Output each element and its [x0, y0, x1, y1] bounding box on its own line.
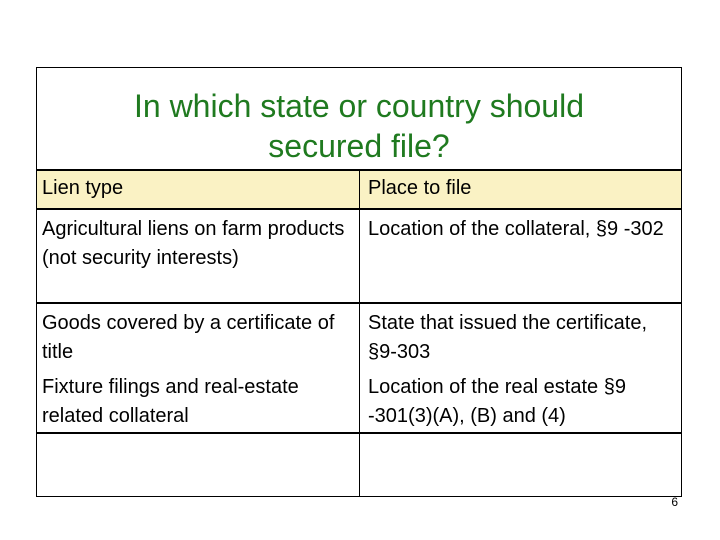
column-header-place-to-file: Place to file — [368, 177, 472, 199]
table-cell-place-to-file: Location of the collateral, §9 -302 — [368, 218, 664, 240]
table-cell-place-to-file: Location of the real estate §9 -301(3)(A), (B) and (4) — [368, 376, 626, 427]
slide-title-line-2: secured file? — [268, 128, 450, 164]
column-header-lien-type: Lien type — [42, 177, 124, 199]
table-cell-place-to-file: State that issued the certificate, §9-303 — [368, 312, 648, 363]
table-cell-lien-type: Goods covered by a certificate of title — [42, 312, 335, 363]
page-number: 6 — [671, 495, 678, 509]
column-divider-body — [359, 209, 360, 497]
table-cell-lien-type: Fixture filings and real-estate related collateral — [42, 376, 299, 427]
slide-title-line-1: In which state or country should — [133, 88, 584, 124]
column-divider-header — [359, 170, 360, 208]
table-cell-lien-type: Agricultural liens on farm products (not security interests) — [42, 218, 345, 269]
slide-title — [37, 86, 681, 166]
